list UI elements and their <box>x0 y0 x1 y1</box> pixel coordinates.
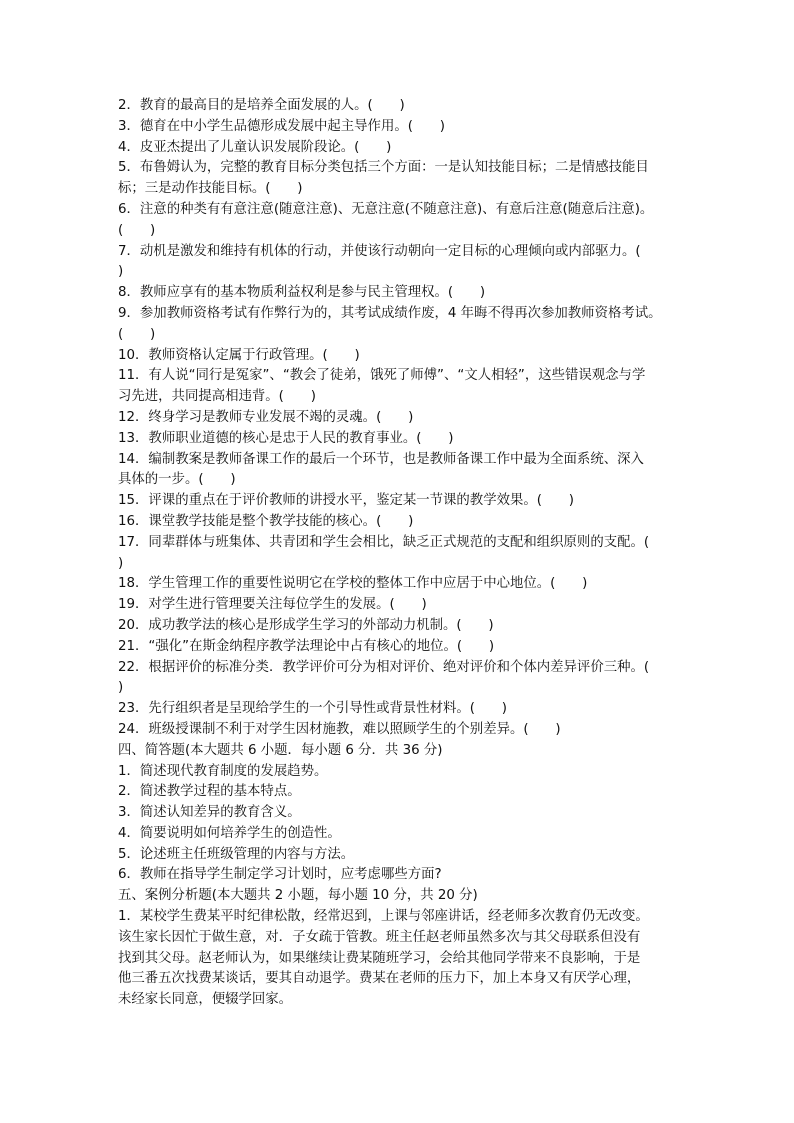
text-line: 24．班级授课制不利于对学生因材施教，难以照顾学生的个别差异。( ) <box>118 721 561 737</box>
text-line: 未经家长同意，便辍学回家。 <box>118 992 293 1008</box>
text-line: 16．课堂教学技能是整个教学技能的核心。( ) <box>118 513 414 529</box>
text-line: 习先进，共同提高相违背。( ) <box>118 389 316 405</box>
text-line: 3．简述认知差异的教育含义。 <box>118 805 301 821</box>
text-line: 5．论述班主任班级管理的内容与方法。 <box>118 846 355 862</box>
text-line: 19．对学生进行管理要关注每位学生的发展。( ) <box>118 597 427 613</box>
text-line: 21．“强化”在斯金纳程序教学法理论中占有核心的地位。( ) <box>118 638 495 654</box>
section-heading: 五、案例分析题(本大题共 2 小题，每小题 10 分，共 20 分) <box>118 888 478 904</box>
text-line: 4．简要说明如何培养学生的创造性。 <box>118 825 341 841</box>
text-line: 具体的一步。( ) <box>118 472 236 488</box>
text-line: 22．根据评价的标准分类．教学评价可分为相对评价、绝对评价和个体内差异评价三种。( <box>118 659 650 675</box>
text-line: 6．教师在指导学生制定学习计划时，应考虑哪些方面? <box>118 867 442 883</box>
text-line: 1．简述现代教育制度的发展趋势。 <box>118 763 328 779</box>
text-line: 标；三是动作技能目标。( ) <box>118 181 303 197</box>
text-line: ) <box>118 264 124 280</box>
text-line: 4．皮亚杰提出了儿童认识发展阶段论。( ) <box>118 139 392 155</box>
text-line: 15．评课的重点在于评价教师的讲授水平，鉴定某一节课的教学效果。( ) <box>118 493 574 509</box>
text-line: 17．同辈群体与班集体、共青团和学生会相比，缺乏正式规范的支配和组织原则的支配。( <box>118 534 650 550</box>
text-line: 2．教育的最高目的是培养全面发展的人。( ) <box>118 98 405 113</box>
text-line: 9．参加教师资格考试有作弊行为的，其考试成绩作废，4 年晦不得再次参加教师资格考试。 <box>118 305 662 321</box>
text-line: 12．终身学习是教师专业发展不竭的灵魂。( ) <box>118 409 414 425</box>
text-line: 1．某校学生费某平时纪律松散，经常迟到，上课与邻座讲话，经老师多次教育仍无改变。 <box>118 909 649 925</box>
text-line: 20．成功教学法的核心是形成学生学习的外部动力机制。( ) <box>118 617 494 633</box>
text-line: 6．注意的种类有有意注意(随意注意)、无意注意(不随意注意)、有意后注意(随意后注意)。 <box>118 201 654 217</box>
section-heading: 四、简答题(本大题共 6 小题．每小题 6 分．共 36 分) <box>118 742 443 758</box>
text-line: 该生家长因忙于做生意，对．子女疏于管教。班主任赵老师虽然多次与其父母联系但没有 <box>118 929 641 945</box>
text-line: 18．学生管理工作的重要性说明它在学校的整体工作中应居于中心地位。( ) <box>118 576 588 592</box>
text-line: ) <box>118 555 124 571</box>
text-line: ( ) <box>118 222 156 238</box>
text-line: 他三番五次找费某谈话，要其自动退学。费某在老师的压力下，加上本身又有厌学心理， <box>118 971 641 987</box>
text-line: ( ) <box>118 326 156 342</box>
text-line: 2．简述教学过程的基本特点。 <box>118 784 301 800</box>
text-line: 11．有人说“同行是冤家”、“教会了徒弟，饿死了师傅”、“文人相轻”，这些错误观念与学 <box>118 368 646 384</box>
text-line: 23．先行组织者是呈现给学生的一个引导性或背景性材料。( ) <box>118 701 508 717</box>
text-line: 找到其父母。赵老师认为，如果继续让费某随班学习，会给其他同学带来不良影响，于是 <box>118 950 641 966</box>
text-line: 13．教师职业道德的核心是忠于人民的教育事业。( ) <box>118 430 454 446</box>
text-line: 10．教师资格认定属于行政管理。( ) <box>118 347 360 363</box>
text-line: 5．布鲁姆认为，完整的教育目标分类包括三个方面：一是认知技能目标；二是情感技能目 <box>118 160 649 176</box>
text-line: ) <box>118 680 124 696</box>
text-line: 3．德育在中小学生品德形成发展中起主导作用。( ) <box>118 118 445 134</box>
text-line: 7．动机是激发和维持有机体的行动，并使该行动朝向一定目标的心理倾向或内部驱力。( <box>118 243 641 259</box>
text-line: 8．教师应享有的基本物质利益权利是参与民主管理权。( ) <box>118 285 486 301</box>
text-line: 14．编制教案是教师备课工作的最后一个环节，也是教师备课工作中最为全面系统、深入 <box>118 451 644 467</box>
